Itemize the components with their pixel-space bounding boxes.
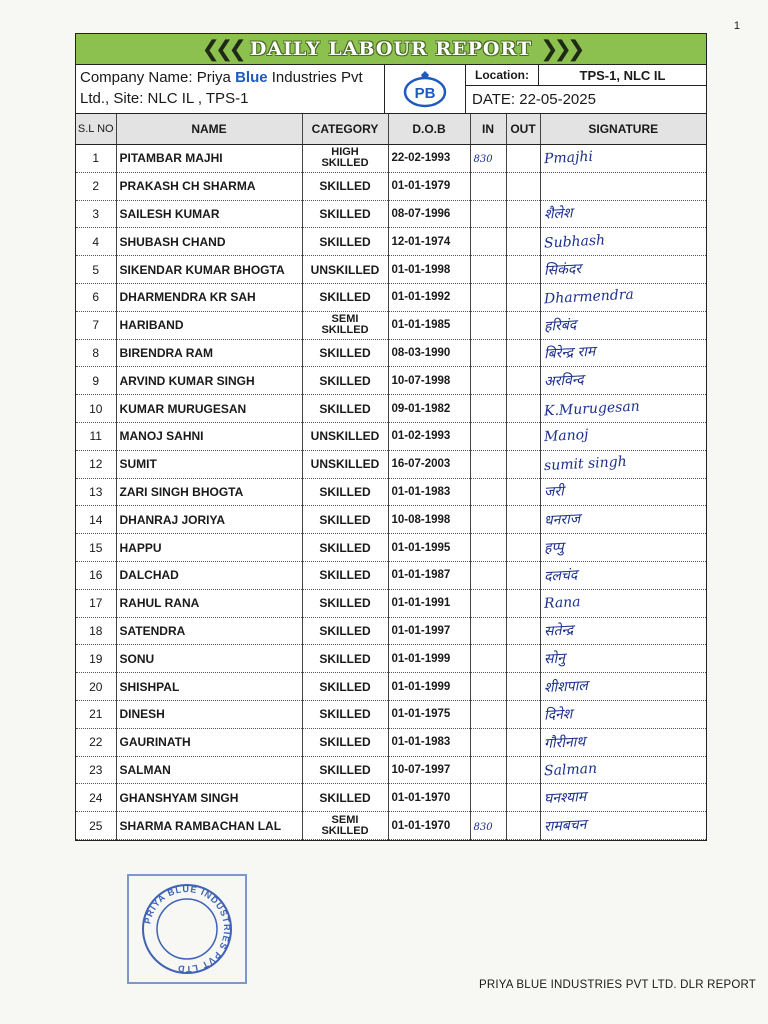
table-row (76, 339, 706, 367)
stamp-text: PRIYA BLUE INDUSTRIES PVT LTD (142, 883, 233, 975)
report-date: DATE: 22-05-2025 (472, 91, 596, 108)
row-dob: 01-01-1995 (388, 534, 470, 562)
row-name: BIRENDRA RAM (116, 339, 302, 367)
table-row (76, 172, 706, 200)
row-out (506, 812, 540, 840)
table-row (76, 561, 706, 589)
row-signature (540, 617, 706, 645)
row-in (470, 200, 506, 228)
row-dob: 01-01-1987 (388, 561, 470, 589)
row-sl: 4 (76, 228, 116, 256)
row-name: MANOJ SAHNI (116, 422, 302, 450)
col-header-signature: SIGNATURE (540, 114, 706, 145)
company-stamp (127, 874, 247, 984)
signature-mark: दिनेश (543, 706, 573, 724)
row-dob: 10-08-1998 (388, 506, 470, 534)
company-info (76, 65, 384, 113)
table-row (76, 728, 706, 756)
row-out (506, 784, 540, 812)
table-row (76, 311, 706, 339)
row-in (470, 172, 506, 200)
col-header-category: CATEGORY (302, 114, 388, 145)
row-category: SKILLED (302, 673, 388, 701)
row-out (506, 339, 540, 367)
table-row (76, 256, 706, 284)
signature-mark: गौरीनाथ (543, 733, 586, 752)
right-chevrons-icon: ❯❯❯ (540, 36, 581, 61)
row-in (470, 561, 506, 589)
row-dob: 16-07-2003 (388, 450, 470, 478)
row-category: SKILLED (302, 283, 388, 311)
row-sl: 3 (76, 200, 116, 228)
row-in (470, 478, 506, 506)
row-category: HIGH SKILLED (302, 145, 388, 173)
row-signature (540, 450, 706, 478)
row-dob: 12-01-1974 (388, 228, 470, 256)
row-sl: 19 (76, 645, 116, 673)
row-dob: 01-01-1975 (388, 700, 470, 728)
location-date-block (466, 65, 706, 113)
row-signature (540, 561, 706, 589)
row-sl: 22 (76, 728, 116, 756)
location-value: TPS-1, NLC IL (579, 67, 666, 83)
row-sl: 7 (76, 311, 116, 339)
row-in (470, 589, 506, 617)
location-label: Location: (466, 65, 539, 85)
row-signature (540, 506, 706, 534)
title-bar (76, 34, 706, 65)
row-dob: 01-01-1998 (388, 256, 470, 284)
row-dob: 10-07-1998 (388, 367, 470, 395)
row-sl: 11 (76, 422, 116, 450)
row-category: SEMI SKILLED (302, 812, 388, 840)
row-out (506, 422, 540, 450)
row-sl: 12 (76, 450, 116, 478)
row-category: SKILLED (302, 367, 388, 395)
row-out (506, 283, 540, 311)
row-dob: 08-07-1996 (388, 200, 470, 228)
row-dob: 01-01-1970 (388, 812, 470, 840)
table-row (76, 450, 706, 478)
row-dob: 22-02-1993 (388, 145, 470, 173)
signature-mark: रामबचन (543, 816, 587, 836)
row-signature (540, 645, 706, 673)
labour-table (76, 114, 706, 840)
row-in (470, 756, 506, 784)
row-dob: 10-07-1997 (388, 756, 470, 784)
row-out (506, 228, 540, 256)
table-row (76, 200, 706, 228)
signature-mark: हरिबंद (543, 316, 577, 335)
signature-mark: Dharmendra (543, 287, 634, 308)
row-category: SKILLED (302, 534, 388, 562)
row-name: GAURINATH (116, 728, 302, 756)
report-title: DAILY LABOUR REPORT (249, 38, 533, 60)
row-dob: 01-01-1991 (388, 589, 470, 617)
row-dob: 01-01-1985 (388, 311, 470, 339)
row-signature (540, 728, 706, 756)
signature-mark: सतेन्द्र (543, 622, 574, 641)
row-out (506, 561, 540, 589)
row-category: SKILLED (302, 756, 388, 784)
footer-text: PRIYA BLUE INDUSTRIES PVT LTD. DLR REPORT (479, 979, 757, 991)
row-dob: 01-01-1992 (388, 283, 470, 311)
row-out (506, 617, 540, 645)
row-out (506, 478, 540, 506)
row-dob: 01-01-1999 (388, 645, 470, 673)
col-header-in: IN (470, 114, 506, 145)
in-time-mark: 830 (473, 821, 493, 833)
table-row (76, 700, 706, 728)
row-sl: 9 (76, 367, 116, 395)
row-out (506, 256, 540, 284)
row-name: HAPPU (116, 534, 302, 562)
row-in (470, 145, 506, 173)
row-category: SKILLED (302, 589, 388, 617)
row-out (506, 728, 540, 756)
row-name: PRAKASH CH SHARMA (116, 172, 302, 200)
signature-mark: शैलेश (543, 205, 573, 224)
signature-mark: शीशपाल (543, 677, 588, 697)
company-suffix: Industries Pvt (267, 69, 363, 86)
row-in (470, 673, 506, 701)
row-dob: 09-01-1982 (388, 395, 470, 423)
table-row (76, 784, 706, 812)
row-name: KUMAR MURUGESAN (116, 395, 302, 423)
row-in (470, 367, 506, 395)
row-category: SKILLED (302, 617, 388, 645)
row-category: SKILLED (302, 784, 388, 812)
row-in (470, 728, 506, 756)
signature-mark: सिकंदर (543, 261, 581, 280)
row-in (470, 283, 506, 311)
col-header-dob: D.O.B (388, 114, 470, 145)
left-chevrons-icon: ❮❮❮ (201, 36, 242, 61)
row-out (506, 395, 540, 423)
signature-mark: Subhash (543, 232, 606, 252)
row-name: DINESH (116, 700, 302, 728)
row-out (506, 200, 540, 228)
row-signature (540, 756, 706, 784)
row-category: SKILLED (302, 561, 388, 589)
row-out (506, 534, 540, 562)
signature-mark: बिरेन्द्र राम (543, 344, 596, 363)
row-category: SKILLED (302, 478, 388, 506)
signature-mark: Pmajhi (543, 149, 593, 168)
row-name: SHISHPAL (116, 673, 302, 701)
company-logo (384, 65, 466, 113)
row-signature (540, 367, 706, 395)
row-dob: 01-01-1997 (388, 617, 470, 645)
row-sl: 6 (76, 283, 116, 311)
signature-mark: Rana (543, 594, 581, 613)
signature-mark: अरविन्द (543, 372, 584, 391)
row-out (506, 450, 540, 478)
row-name: ZARI SINGH BHOGTA (116, 478, 302, 506)
table-row (76, 422, 706, 450)
company-prefix: Company Name: Priya (80, 69, 236, 86)
row-sl: 24 (76, 784, 116, 812)
signature-mark: Manoj (543, 427, 589, 446)
row-name: SHARMA RAMBACHAN LAL (116, 812, 302, 840)
company-site: Ltd., Site: NLC IL , TPS-1 (80, 90, 249, 107)
table-row (76, 145, 706, 173)
table-header-row (76, 114, 706, 145)
row-sl: 20 (76, 673, 116, 701)
row-in (470, 339, 506, 367)
row-in (470, 617, 506, 645)
info-header (76, 65, 706, 114)
row-category: SKILLED (302, 728, 388, 756)
row-in (470, 228, 506, 256)
table-row (76, 283, 706, 311)
row-in (470, 450, 506, 478)
row-sl: 23 (76, 756, 116, 784)
row-out (506, 506, 540, 534)
row-name: RAHUL RANA (116, 589, 302, 617)
table-row (76, 534, 706, 562)
row-sl: 10 (76, 395, 116, 423)
row-dob: 01-01-1983 (388, 728, 470, 756)
row-name: SIKENDAR KUMAR BHOGTA (116, 256, 302, 284)
row-sl: 18 (76, 617, 116, 645)
row-signature (540, 339, 706, 367)
col-header-sl: S.L NO (76, 114, 116, 145)
row-in (470, 700, 506, 728)
row-out (506, 589, 540, 617)
row-name: HARIBAND (116, 311, 302, 339)
row-out (506, 673, 540, 701)
row-sl: 5 (76, 256, 116, 284)
row-category: SKILLED (302, 395, 388, 423)
row-name: ARVIND KUMAR SINGH (116, 367, 302, 395)
pb-logo-icon (400, 69, 450, 109)
row-signature (540, 172, 706, 200)
row-category: UNSKILLED (302, 256, 388, 284)
row-out (506, 756, 540, 784)
row-dob: 01-01-1970 (388, 784, 470, 812)
row-signature (540, 200, 706, 228)
row-signature (540, 534, 706, 562)
row-signature (540, 395, 706, 423)
col-header-out: OUT (506, 114, 540, 145)
row-name: SAILESH KUMAR (116, 200, 302, 228)
row-sl: 25 (76, 812, 116, 840)
row-name: DHARMENDRA KR SAH (116, 283, 302, 311)
row-name: SALMAN (116, 756, 302, 784)
signature-mark: जरी (543, 483, 564, 501)
row-dob: 08-03-1990 (388, 339, 470, 367)
row-signature (540, 700, 706, 728)
table-row (76, 812, 706, 840)
signature-mark: हप्पु (543, 539, 564, 557)
row-sl: 13 (76, 478, 116, 506)
table-row (76, 395, 706, 423)
row-out (506, 311, 540, 339)
signature-mark: धनराज (543, 511, 581, 530)
table-row (76, 506, 706, 534)
row-category: SKILLED (302, 339, 388, 367)
col-header-name: NAME (116, 114, 302, 145)
table-row (76, 478, 706, 506)
row-in (470, 422, 506, 450)
row-signature (540, 784, 706, 812)
row-category: SEMI SKILLED (302, 311, 388, 339)
row-in (470, 395, 506, 423)
row-signature (540, 283, 706, 311)
row-sl: 1 (76, 145, 116, 173)
table-row (76, 645, 706, 673)
row-sl: 16 (76, 561, 116, 589)
row-in (470, 256, 506, 284)
row-signature (540, 673, 706, 701)
row-out (506, 172, 540, 200)
row-category: UNSKILLED (302, 450, 388, 478)
row-out (506, 645, 540, 673)
table-row (76, 673, 706, 701)
signature-mark: sumit singh (543, 454, 627, 475)
row-sl: 8 (76, 339, 116, 367)
row-in (470, 534, 506, 562)
row-category: SKILLED (302, 506, 388, 534)
table-row (76, 228, 706, 256)
row-sl: 15 (76, 534, 116, 562)
row-signature (540, 311, 706, 339)
row-dob: 01-01-1999 (388, 673, 470, 701)
row-name: SHUBASH CHAND (116, 228, 302, 256)
row-dob: 01-01-1983 (388, 478, 470, 506)
row-signature (540, 478, 706, 506)
row-name: DHANRAJ JORIYA (116, 506, 302, 534)
row-signature (540, 422, 706, 450)
row-out (506, 145, 540, 173)
table-row (76, 589, 706, 617)
logo-text: PB (414, 85, 436, 102)
page-number: 1 (733, 20, 740, 32)
row-name: GHANSHYAM SINGH (116, 784, 302, 812)
row-category: SKILLED (302, 200, 388, 228)
labour-report-sheet (75, 33, 707, 841)
row-out (506, 700, 540, 728)
row-category: SKILLED (302, 645, 388, 673)
row-name: PITAMBAR MAJHI (116, 145, 302, 173)
row-dob: 01-02-1993 (388, 422, 470, 450)
signature-mark: Salman (543, 760, 597, 780)
row-in (470, 784, 506, 812)
row-category: UNSKILLED (302, 422, 388, 450)
row-category: SKILLED (302, 700, 388, 728)
row-in (470, 311, 506, 339)
row-category: SKILLED (302, 172, 388, 200)
row-out (506, 367, 540, 395)
row-sl: 2 (76, 172, 116, 200)
table-row (76, 756, 706, 784)
row-in (470, 506, 506, 534)
location-row (466, 65, 706, 86)
row-in (470, 645, 506, 673)
signature-mark: घनश्याम (543, 789, 587, 808)
row-in (470, 812, 506, 840)
row-name: SATENDRA (116, 617, 302, 645)
in-time-mark: 830 (473, 154, 493, 166)
signature-mark: सोनु (543, 650, 565, 668)
row-signature (540, 145, 706, 173)
signature-mark: K.Murugesan (543, 398, 640, 420)
row-signature (540, 812, 706, 840)
row-name: DALCHAD (116, 561, 302, 589)
company-blue-word: Blue (235, 69, 268, 86)
row-name: SUMIT (116, 450, 302, 478)
table-row (76, 617, 706, 645)
row-sl: 21 (76, 700, 116, 728)
signature-mark: दलचंद (543, 566, 578, 585)
row-dob: 01-01-1979 (388, 172, 470, 200)
stamp-seal-icon (133, 880, 241, 978)
row-category: SKILLED (302, 228, 388, 256)
table-row (76, 367, 706, 395)
row-signature (540, 228, 706, 256)
row-name: SONU (116, 645, 302, 673)
row-signature (540, 256, 706, 284)
row-sl: 17 (76, 589, 116, 617)
row-sl: 14 (76, 506, 116, 534)
row-signature (540, 589, 706, 617)
